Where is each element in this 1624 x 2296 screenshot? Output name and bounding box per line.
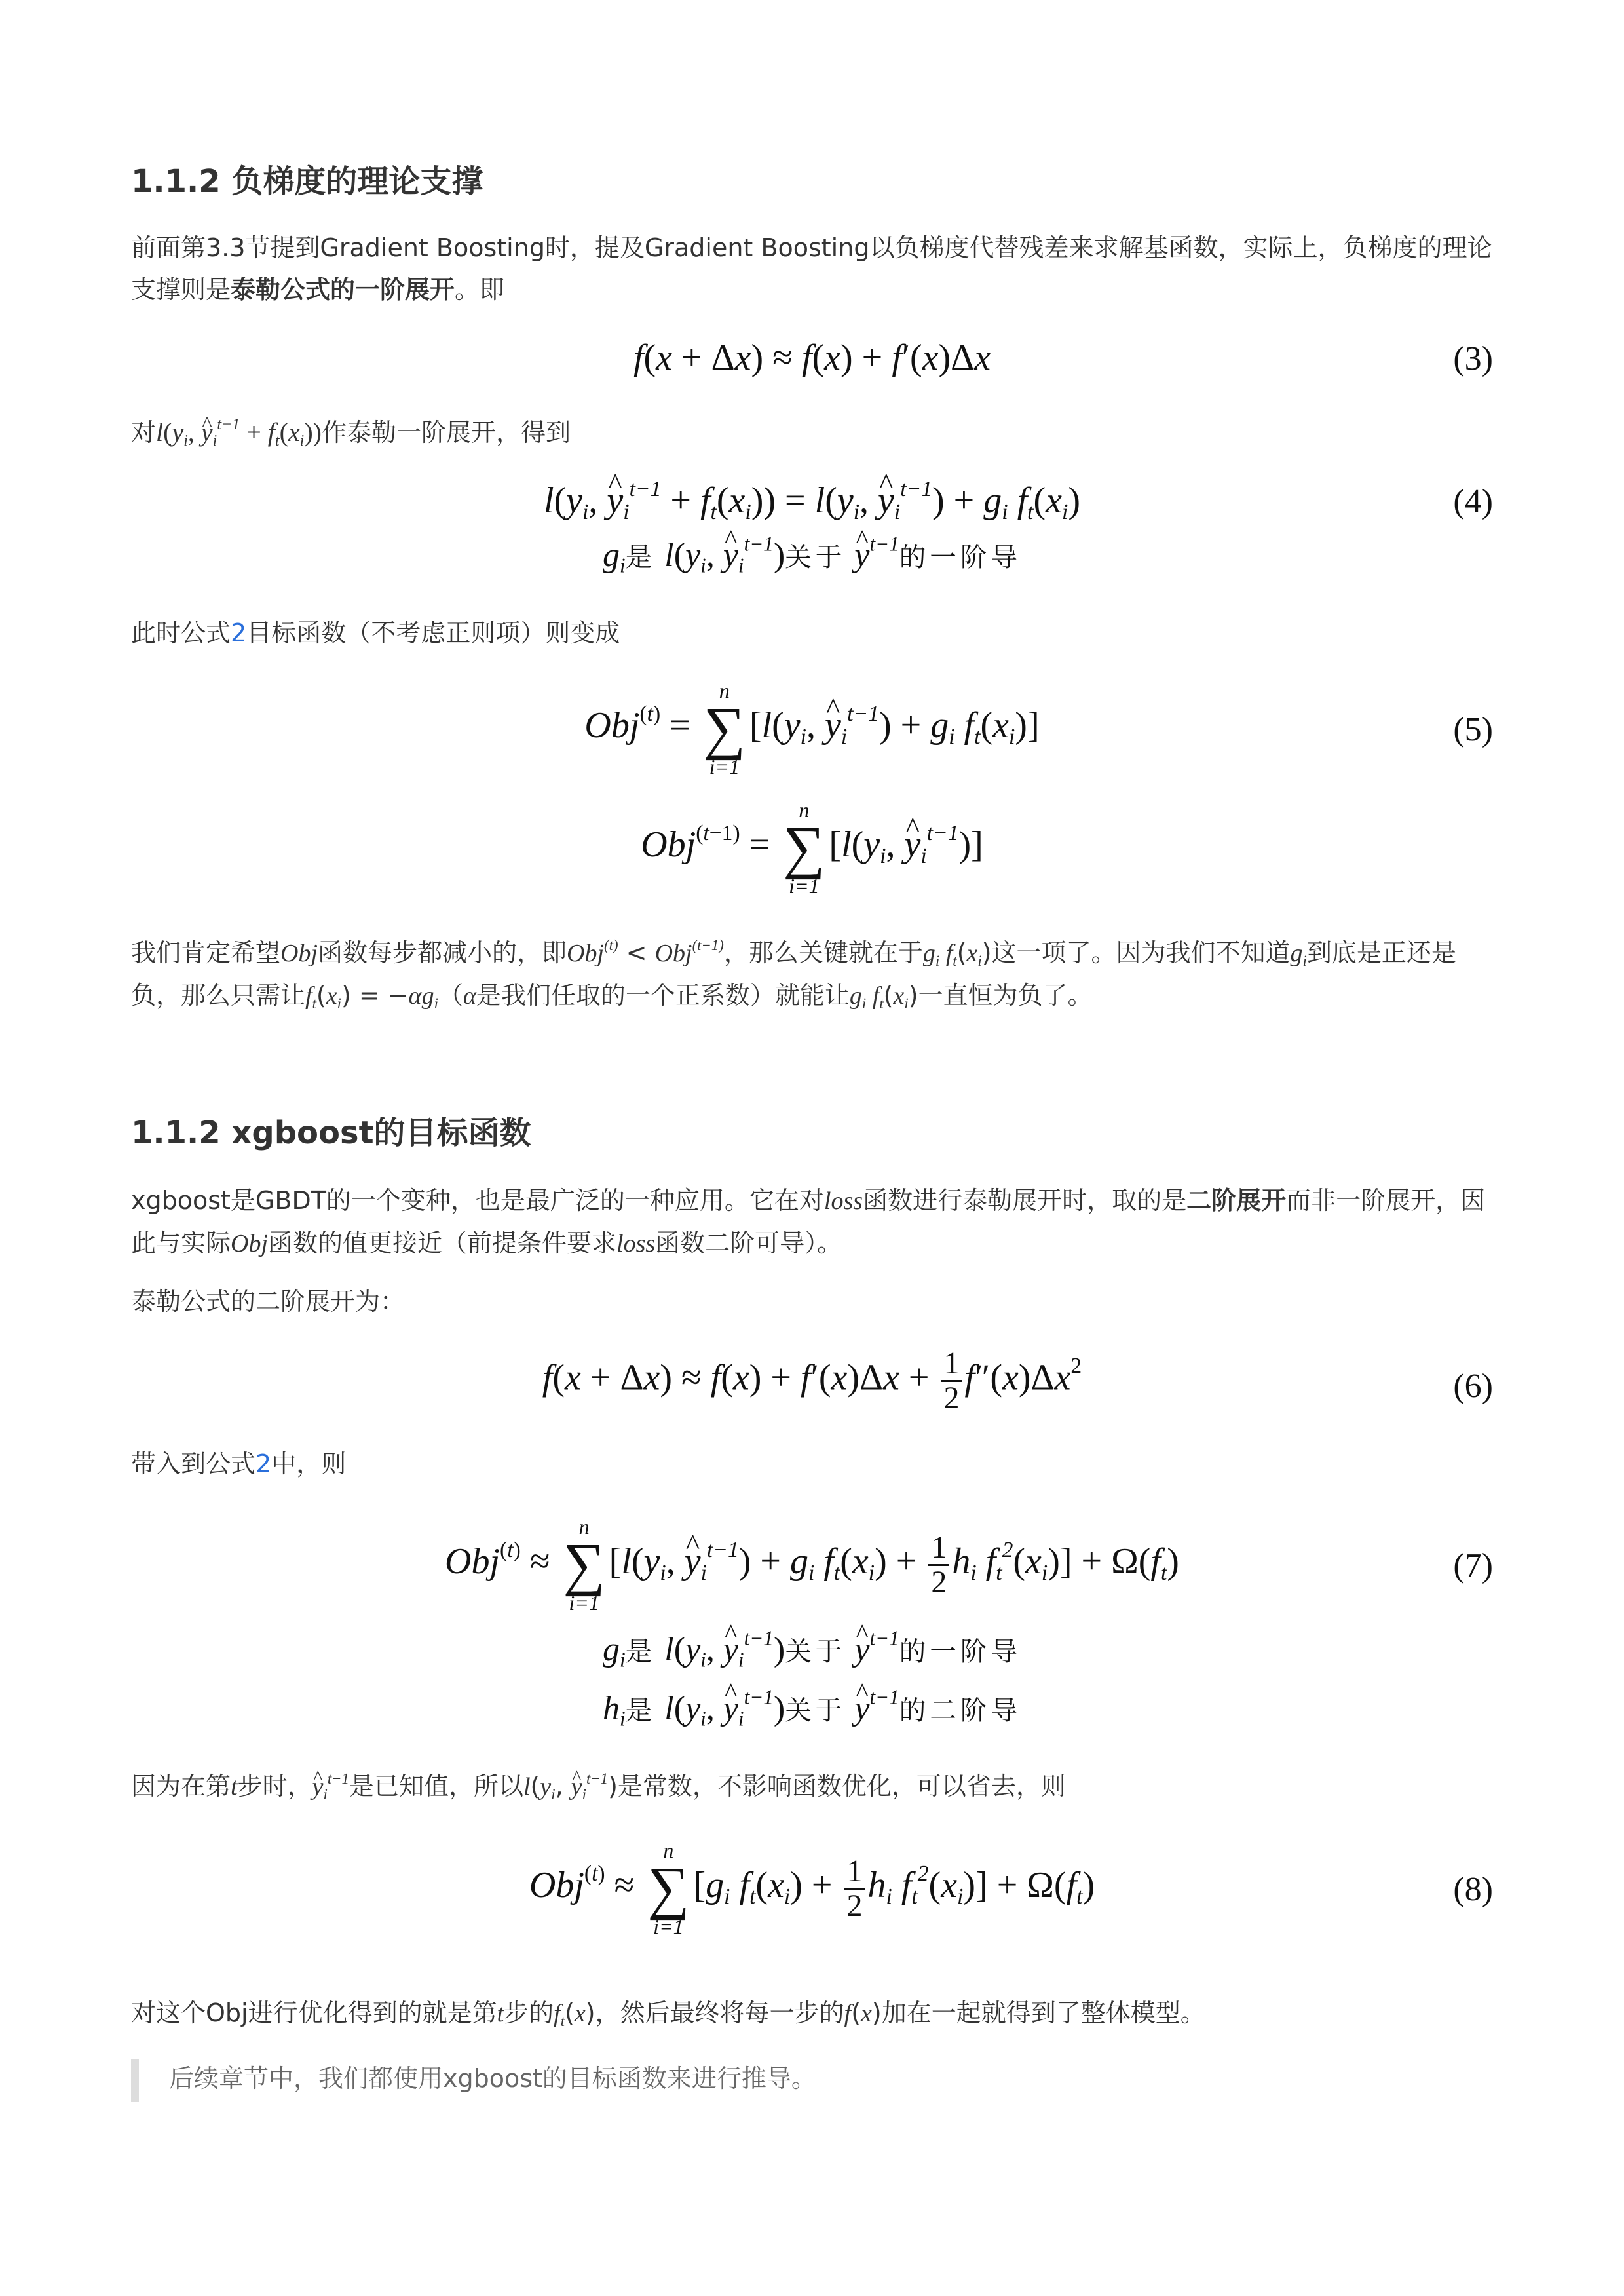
equation-number-8: (8) bbox=[1453, 1871, 1493, 1908]
blockquote-text: 后续章节中，我们都使用xgboost的目标函数来进行推导。 bbox=[169, 2064, 816, 2093]
section-heading-negative-gradient: 1.1.2 负梯度的理论支撑 bbox=[131, 163, 483, 200]
equation-number-4: (4) bbox=[1453, 483, 1493, 520]
equation-ref-link-2[interactable]: 2 bbox=[255, 1449, 272, 1478]
equation-number-6: (6) bbox=[1453, 1368, 1493, 1405]
blockquote-bar bbox=[131, 2059, 139, 2102]
equation-8: Obj$^{(t)}$ ≈ n ∑ i=1 [$g_i$ $f_t(x_i)$ + $\frac{1}{2}$ $h_i$ $f_t^2(x_i)] + \Omega(f_t)$ bbox=[529, 1839, 1095, 1938]
paragraph-final-model: 对这个Obj进行优化得到的就是第t步的$f_t(x)$，然后最终将每一步的f(x)加在一起就得到了整体模型。 bbox=[131, 1999, 1205, 2029]
paragraph-known-value: 因为在第t步时，^ $y_i^{t-1}$是已知值，所以$l(y_i$, ^ $y_i^{t-1}$)是常数，不影响函数优化，可以省去，则 bbox=[131, 1765, 1493, 1808]
bold-second-order: 二阶展开 bbox=[1186, 1186, 1287, 1215]
paragraph-substitute: 带入到公式2中，则 bbox=[131, 1449, 347, 1478]
bold-taylor-first-order: 泰勒公式的一阶展开 bbox=[231, 275, 455, 304]
equation-4: $l(y_i$, ^ $y_i^{t-1} + f_t(x_i)) = l(y_i$, ^ $y_i^{t-1}) + g_i$ $f_t(x_i)$ bbox=[131, 482, 1493, 519]
equation-4-note: $g_i$是 $l(y_i$, ^ $y_i^{t-1}$)关于 ^ $y^{t-1}$的一阶导 bbox=[131, 539, 1493, 573]
equation-number-7: (7) bbox=[1453, 1547, 1493, 1584]
equation-7-note-g: $g_i$是 $l(y_i$, ^ $y_i^{t-1}$)关于 ^ $y^{t-1}$的一阶导 bbox=[131, 1633, 1493, 1667]
paragraph-objective-becomes: 此时公式2目标函数（不考虑正则项）则变成 bbox=[131, 619, 620, 647]
equation-5b: Obj$^{(t-1)}$ = n ∑ i=1 [$l(y_i$, ^ $y_i^{t-1}$)] bbox=[131, 798, 1493, 898]
section-heading-xgboost-objective: 1.1.2 xgboost的目标函数 bbox=[131, 1115, 531, 1151]
paragraph-taylor-expand: 对$l(y_i$, ^ $y_i^{t-1} + f_t(x_i)$)作泰勒一阶展开，得到 bbox=[131, 411, 1493, 453]
equation-7: Obj$^{(t)}$ ≈ n ∑ i=1 [$l(y_i$, ^ $y_i^{t-1}) + g_i$ $f_t(x_i)$ + $\frac{1}{2}$ $h_i$ $f_t^2(x_i)] + \Omega(f_t)$ bbox=[131, 1515, 1493, 1615]
equation-5: Obj$^{(t)}$ = n ∑ i=1 [$l(y_i$, ^ $y_i^{t-1}) + g_i$ $f_t(x_i)$] bbox=[131, 679, 1493, 778]
equation-7-note-h: $h_i$是 $l(y_i$, ^ $y_i^{t-1}$)关于 ^ $y^{t-1}$的二阶导 bbox=[131, 1692, 1493, 1726]
paragraph-taylor-second-order: 泰勒公式的二阶展开为： bbox=[131, 1287, 406, 1316]
paragraph-gradient-boosting: 前面第3.3节提到Gradient Boosting时，提及Gradient Boosting以负梯度代替残差来求解基函数，实际上，负梯度的理论支撑则是泰勒公式的一阶展开。即 bbox=[131, 233, 1492, 304]
paragraph-negative-gradient-reason: 我们肯定希望Obj函数每步都减小的，即Obj$^{(t)}$ < Obj$^{(t-1)}$，那么关键就在于$g_i$ $f_t(x_i)$这一项了。因为我们不知道$g_i$到底是正还是负，那么只需让$f_t(x_i) = -\alpha g_i(\alpha$是我们任取的一个正系数）就能让$g_i$ $f_t(x_i)$一直恒为负了。 bbox=[131, 936, 1456, 1012]
equation-number-3: (3) bbox=[1453, 340, 1493, 377]
equation-3: f(x + Δx) ≈ f(x) + f′(x)Δx bbox=[633, 337, 991, 378]
equation-ref-link[interactable]: 2 bbox=[231, 619, 247, 647]
paragraph-xgboost-intro: xgboost是GBDT的一个变种，也是最广泛的一种应用。它在对loss函数进行泰勒展开时，取的是二阶展开而非一阶展开，因此与实际Obj函数的值更接近（前提条件要求loss函数二阶可导）。 bbox=[131, 1186, 1486, 1257]
equation-number-5: (5) bbox=[1453, 711, 1493, 748]
equation-6: f(x + Δx) ≈ f(x) + f′(x)Δx + $\frac{1}{2}$ $f''(x)\Delta x^2$ bbox=[542, 1346, 1082, 1415]
